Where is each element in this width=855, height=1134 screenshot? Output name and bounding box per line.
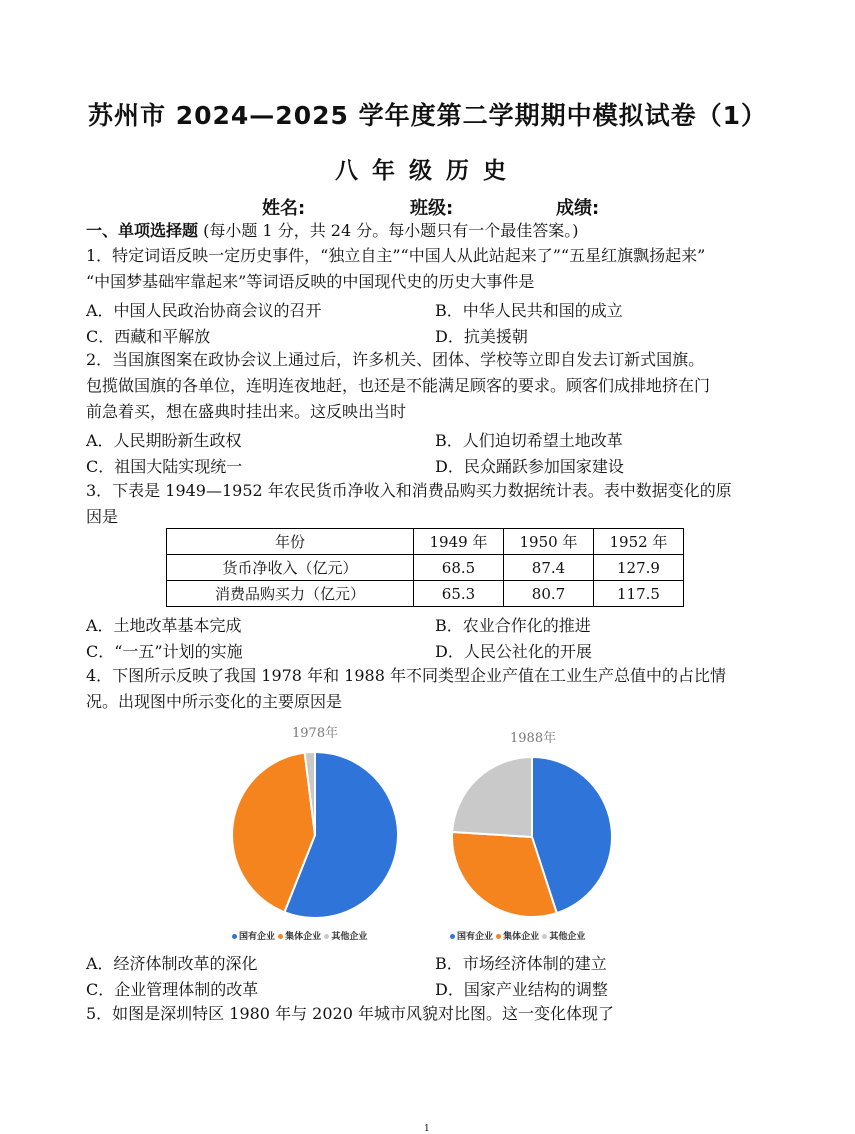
legend-swatch-state — [450, 934, 455, 939]
table-header-cell: 1952 年 — [594, 529, 684, 555]
legend-label-other: 其他企业 — [331, 932, 368, 942]
q4-line2: 况。出现图中所示变化的主要原因是 — [86, 692, 343, 711]
table-cell: 80.7 — [504, 581, 594, 607]
q3-option-c[interactable]: C．“一五”计划的实施 — [86, 642, 243, 661]
q1-option-a[interactable]: A．中国人民政治协商会议的召开 — [86, 301, 322, 320]
q1-line1: 1．特定词语反映一定历史事件，“独立自主”“中国人从此站起来了”“五星红旗飘扬起来” — [86, 246, 706, 265]
legend-swatch-collective — [496, 934, 501, 939]
pie-1978 — [230, 750, 400, 920]
table-cell: 117.5 — [594, 581, 684, 607]
exam-subtitle: 八年级历史 — [335, 157, 520, 184]
table-header-cell: 1950 年 — [504, 529, 594, 555]
q5-line1: 5．如图是深圳特区 1980 年与 2020 年城市风貌对比图。这一变化体现了 — [86, 1004, 614, 1023]
table-cell: 货币净收入（亿元） — [167, 555, 414, 581]
section-heading: 一、单项选择题 — [86, 221, 199, 240]
pie-1978-legend — [232, 929, 367, 942]
q1-option-b[interactable]: B．中华人民共和国的成立 — [435, 301, 623, 320]
page-number: 1 — [424, 1124, 430, 1134]
q1-option-d[interactable]: D．抗美援朝 — [435, 327, 528, 346]
q4-option-b[interactable]: B．市场经济体制的建立 — [435, 954, 607, 973]
table-header-cell: 年份 — [167, 529, 414, 555]
q3-option-b[interactable]: B．农业合作化的推进 — [435, 616, 591, 635]
exam-title: 苏州市 2024—2025 学年度第二学期期中模拟试卷（1） — [88, 101, 767, 130]
q2-option-c[interactable]: C．祖国大陆实现统一 — [86, 457, 243, 476]
q2-line1: 2．当国旗图案在政协会议上通过后，许多机关、团体、学校等立即自发去订新式国旗。 — [86, 350, 705, 369]
q4-option-d[interactable]: D．国家产业结构的调整 — [435, 980, 608, 999]
income-table — [166, 528, 684, 607]
table-cell: 消费品购买力（亿元） — [167, 581, 414, 607]
q4-option-a[interactable]: A．经济体制改革的深化 — [86, 954, 258, 973]
table-header-cell: 1949 年 — [414, 529, 504, 555]
pie-1988-title: 1988年 — [510, 731, 557, 746]
table-cell: 87.4 — [504, 555, 594, 581]
q1-line2: “中国梦基础牢靠起来”等词语反映的中国现代史的历史大事件是 — [86, 272, 535, 291]
legend-label-collective: 集体企业 — [285, 932, 322, 942]
q2-option-b[interactable]: B．人们迫切希望土地改革 — [435, 431, 623, 450]
q4-option-c[interactable]: C．企业管理体制的改革 — [86, 980, 259, 999]
legend-swatch-state — [232, 934, 237, 939]
legend-label-other: 其他企业 — [549, 932, 586, 942]
table-cell: 127.9 — [594, 555, 684, 581]
pie-1988-legend — [450, 929, 585, 942]
q2-option-d[interactable]: D．民众踊跃参加国家建设 — [435, 457, 624, 476]
pie-1988 — [450, 755, 614, 919]
table-row — [167, 581, 684, 607]
class-label: 班级: — [410, 198, 454, 219]
table-cell: 68.5 — [414, 555, 504, 581]
pie-slice-other — [452, 757, 532, 837]
table-cell: 65.3 — [414, 581, 504, 607]
legend-label-state: 国有企业 — [239, 932, 276, 942]
q1-option-c[interactable]: C．西藏和平解放 — [86, 327, 211, 346]
q2-line2: 包揽做国旗的各单位，连明连夜地赶，也还是不能满足顾客的要求。顾客们成排地挤在门 — [86, 376, 711, 395]
legend-swatch-other — [324, 934, 329, 939]
table-header-row — [167, 529, 684, 555]
q3-option-d[interactable]: D．人民公社化的开展 — [435, 642, 592, 661]
legend-swatch-other — [542, 934, 547, 939]
q4-line1: 4．下图所示反映了我国 1978 年和 1988 年不同类型企业产值在工业生产总值中的占比情 — [86, 666, 726, 685]
q3-option-a[interactable]: A．土地改革基本完成 — [86, 616, 242, 635]
legend-label-state: 国有企业 — [457, 932, 494, 942]
pie-1978-title: 1978年 — [292, 726, 339, 741]
score-label: 成绩: — [556, 198, 600, 219]
q3-line2: 因是 — [86, 507, 119, 526]
section-note: (每小题 1 分，共 24 分。每小题只有一个最佳答案。) — [198, 221, 579, 240]
q2-option-a[interactable]: A．人民期盼新生政权 — [86, 431, 242, 450]
legend-label-collective: 集体企业 — [503, 932, 540, 942]
q2-line3: 前急着买，想在盛典时挂出来。这反映出当时 — [86, 402, 407, 421]
section-heading-line — [86, 220, 578, 242]
legend-swatch-collective — [278, 934, 283, 939]
table-row — [167, 555, 684, 581]
name-label: 姓名: — [262, 198, 306, 219]
q3-line1: 3．下表是 1949—1952 年农民货币净收入和消费品购买力数据统计表。表中数据变化的原 — [86, 481, 732, 500]
